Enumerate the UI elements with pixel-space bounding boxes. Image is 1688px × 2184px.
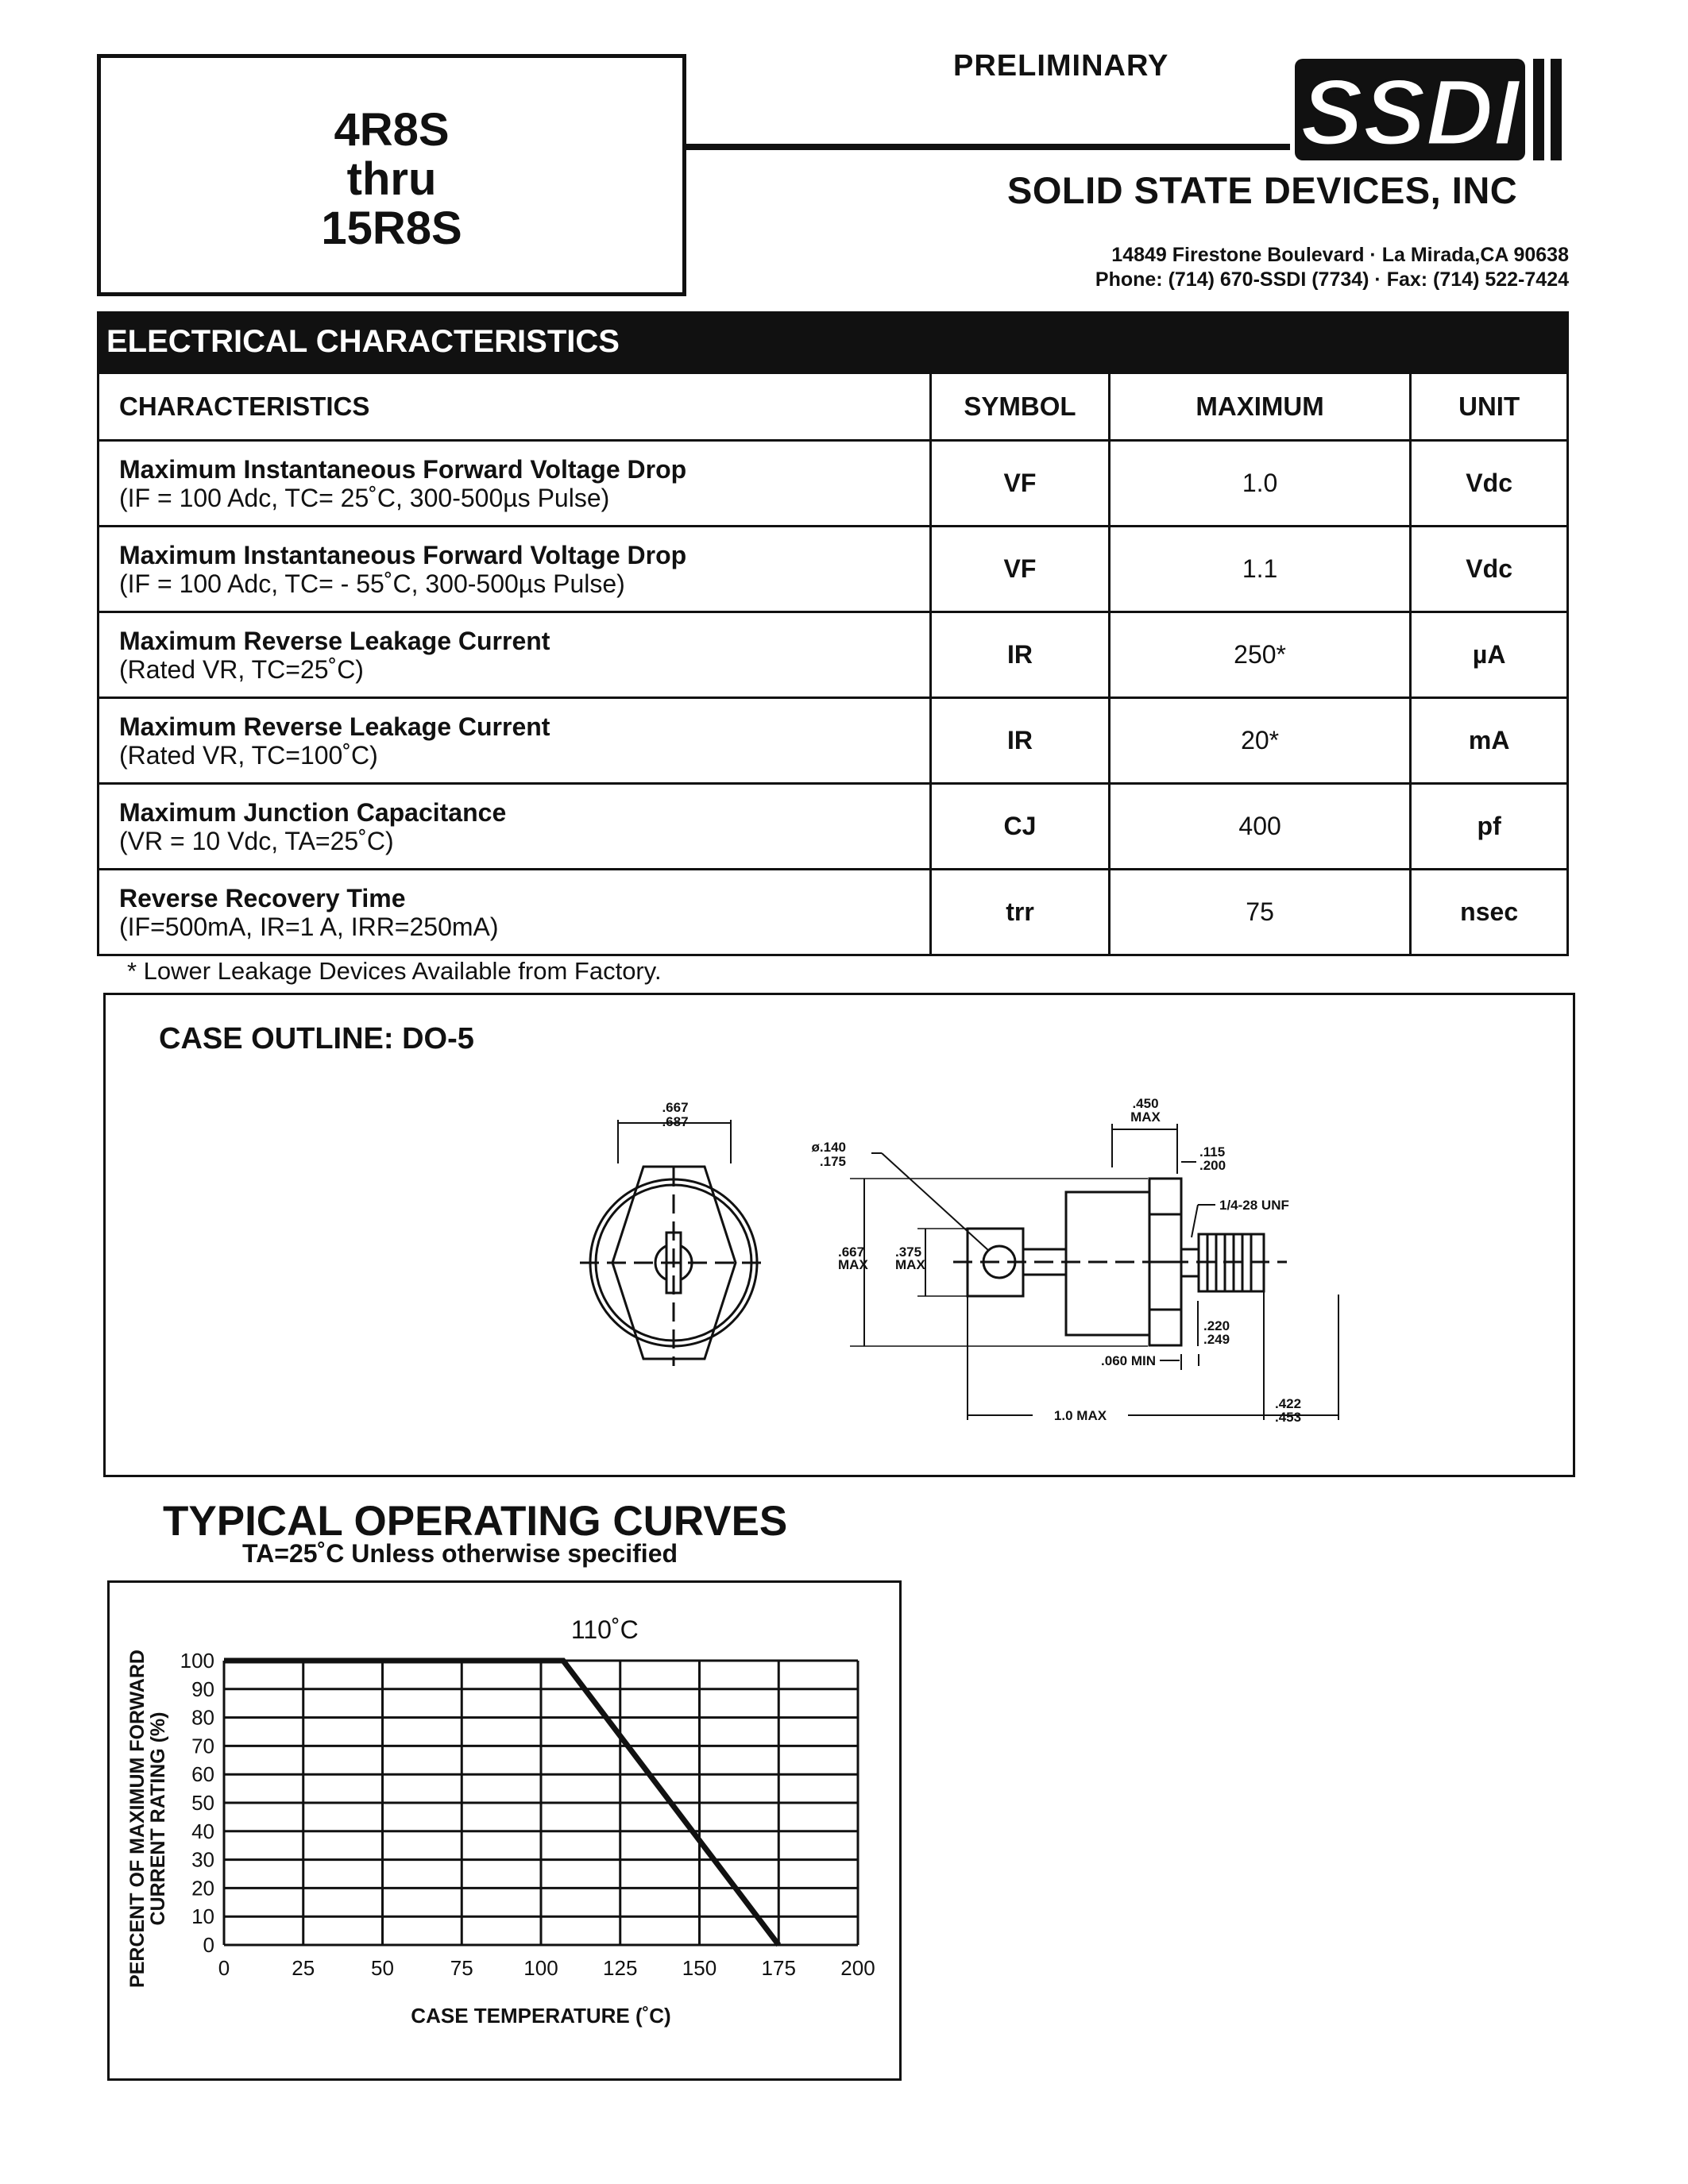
row-title: Maximum Reverse Leakage Current	[119, 712, 550, 741]
header-rule	[686, 144, 1290, 150]
row-symbol: VF	[931, 441, 1110, 527]
y-tick-labels	[180, 1649, 214, 1957]
row-maximum: 1.0	[1109, 441, 1410, 527]
electrical-characteristics-table	[97, 372, 1569, 956]
company-address	[1095, 243, 1569, 292]
dim-body-width-max: MAX	[1130, 1109, 1161, 1125]
y-tick-label: 10	[191, 1904, 214, 1929]
row-maximum: 250*	[1109, 612, 1410, 698]
part-number-start: 4R8S	[334, 104, 450, 156]
row-conditions: (IF = 100 Adc, TC= - 55˚C, 300-500µs Pulse)	[119, 569, 625, 598]
row-conditions: (IF = 100 Adc, TC= 25˚C, 300-500µs Pulse)	[119, 483, 610, 512]
dim-stud-bottom: .249	[1203, 1332, 1230, 1347]
table-row	[98, 527, 1568, 612]
row-conditions: (Rated VR, TC=100˚C)	[119, 740, 378, 770]
dim-hex-width-top: .667	[662, 1100, 689, 1115]
y-tick-label: 80	[191, 1705, 214, 1730]
dim-min-gap: .060 MIN	[1101, 1353, 1156, 1368]
x-tick-label: 0	[218, 1956, 230, 1980]
case-outline-title: CASE OUTLINE: DO-5	[159, 1022, 474, 1055]
row-symbol: IR	[931, 612, 1110, 698]
address-line: 14849 Firestone Boulevard · La Mirada,CA 90638	[1111, 244, 1569, 266]
y-axis-label-line2: CURRENT RATING (%)	[147, 1711, 169, 1926]
row-symbol: CJ	[931, 784, 1110, 870]
row-title: Maximum Junction Capacitance	[119, 797, 507, 827]
y-tick-label: 30	[191, 1847, 214, 1872]
row-symbol: IR	[931, 698, 1110, 784]
col-characteristics: CHARACTERISTICS	[98, 373, 931, 441]
row-unit: nsec	[1411, 870, 1568, 955]
dim-tab-height-max: MAX	[895, 1257, 925, 1272]
row-conditions: (IF=500mA, IR=1 A, IRR=250mA)	[119, 912, 499, 941]
y-tick-label: 0	[203, 1933, 214, 1957]
curves-title: TYPICAL OPERATING CURVES	[163, 1498, 788, 1545]
company-name: SOLID STATE DEVICES, INC	[1007, 169, 1518, 211]
col-unit: UNIT	[1411, 373, 1568, 441]
x-tick-label: 125	[603, 1956, 638, 1980]
x-tick-labels	[218, 1956, 875, 1980]
part-number-box	[97, 54, 686, 296]
row-maximum: 1.1	[1109, 527, 1410, 612]
row-maximum: 400	[1109, 784, 1410, 870]
annotation-110c: 110˚C	[570, 1615, 639, 1644]
row-unit: µA	[1411, 612, 1568, 698]
x-tick-label: 175	[761, 1956, 796, 1980]
y-axis-label-line1: PERCENT OF MAXIMUM FORWARD	[126, 1650, 149, 1988]
x-tick-label: 50	[371, 1956, 394, 1980]
dim-hex-width-bottom: .687	[662, 1114, 689, 1129]
y-tick-label: 50	[191, 1791, 214, 1815]
part-number-end: 15R8S	[321, 203, 462, 254]
row-conditions: (Rated VR, TC=25˚C)	[119, 654, 364, 684]
row-unit: pf	[1411, 784, 1568, 870]
dim-stud-length-bottom: .453	[1275, 1410, 1302, 1425]
dim-hex-thick-bottom: .200	[1199, 1158, 1226, 1173]
y-tick-label: 60	[191, 1762, 214, 1787]
col-symbol: SYMBOL	[931, 373, 1110, 441]
dim-hole-dia-top: ø.140	[811, 1140, 846, 1155]
derating-chart	[107, 1580, 902, 2081]
y-tick-label: 40	[191, 1819, 214, 1843]
y-tick-label: 90	[191, 1677, 214, 1701]
dim-body-width: .450	[1132, 1096, 1159, 1111]
dim-hole-dia-bottom: .175	[819, 1154, 846, 1169]
dim-overall-height-max: MAX	[838, 1257, 868, 1272]
dim-overall-length: 1.0 MAX	[1053, 1408, 1107, 1423]
row-conditions: (VR = 10 Vdc, TA=25˚C)	[119, 826, 394, 855]
row-title: Maximum Reverse Leakage Current	[119, 626, 550, 655]
row-symbol: VF	[931, 527, 1110, 612]
phone-line: Phone: (714) 670-SSDI (7734) · Fax: (714) 522-7424	[1095, 268, 1569, 291]
x-axis-label: CASE TEMPERATURE (˚C)	[411, 2004, 671, 2028]
preliminary-label: PRELIMINARY	[953, 49, 1169, 83]
footnote: * Lower Leakage Devices Available from Factory.	[127, 957, 662, 985]
row-title: Maximum Instantaneous Forward Voltage Drop	[119, 454, 687, 484]
row-maximum: 75	[1109, 870, 1410, 955]
dim-hex-thick-top: .115	[1199, 1144, 1226, 1160]
dim-stud-length-top: .422	[1275, 1396, 1302, 1411]
logo-text: SSDI	[1300, 60, 1520, 165]
table-row	[98, 612, 1568, 698]
table-row	[98, 441, 1568, 527]
part-number-thru: thru	[346, 153, 437, 205]
dim-overall-height: .667	[838, 1244, 865, 1260]
col-maximum: MAXIMUM	[1109, 373, 1410, 441]
do5-case-drawing	[556, 1088, 1430, 1453]
row-unit: Vdc	[1411, 441, 1568, 527]
table-row	[98, 698, 1568, 784]
x-tick-label: 100	[523, 1956, 558, 1980]
x-tick-label: 200	[840, 1956, 875, 1980]
y-tick-label: 20	[191, 1876, 214, 1900]
row-unit: mA	[1411, 698, 1568, 784]
row-unit: Vdc	[1411, 527, 1568, 612]
dim-tab-height: .375	[895, 1244, 922, 1260]
chart-grid	[224, 1661, 858, 1945]
y-tick-label: 70	[191, 1734, 214, 1758]
table-row	[98, 784, 1568, 870]
ssdi-logo	[1295, 56, 1573, 167]
dim-stud-top: .220	[1203, 1318, 1230, 1333]
table-row	[98, 870, 1568, 955]
y-tick-label: 100	[180, 1649, 214, 1673]
curves-subtitle: TA=25˚C Unless otherwise specified	[242, 1539, 678, 1568]
electrical-characteristics-title: ELECTRICAL CHARACTERISTICS	[97, 311, 1569, 372]
x-tick-label: 25	[292, 1956, 315, 1980]
row-title: Reverse Recovery Time	[119, 883, 406, 913]
row-maximum: 20*	[1109, 698, 1410, 784]
row-symbol: trr	[931, 870, 1110, 955]
x-tick-label: 75	[450, 1956, 473, 1980]
end-view	[580, 1120, 767, 1366]
dim-thread: 1/4-28 UNF	[1219, 1198, 1289, 1213]
x-tick-label: 150	[682, 1956, 717, 1980]
row-title: Maximum Instantaneous Forward Voltage Drop	[119, 540, 687, 569]
